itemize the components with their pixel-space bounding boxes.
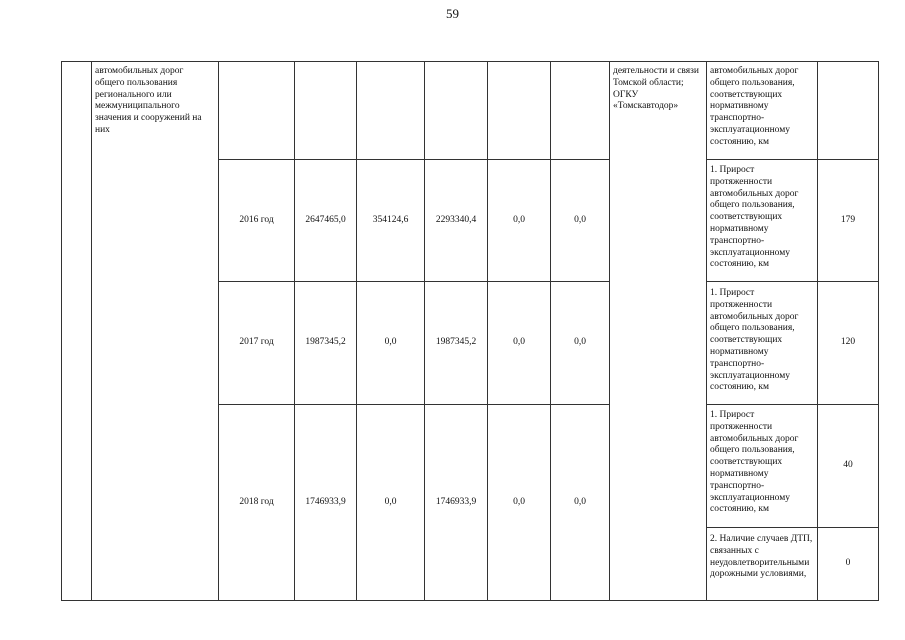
indicator-cell: 1. Прирост протяженности автомобильных дорог общего пользования, соответствующих нормативному транспортно-эксплуатационному состоянию, км: [710, 165, 799, 270]
executor-cell: деятельности и связи Томской области; ОГКУ «Томскавтодор»: [613, 66, 700, 112]
indicator-cell: 1. Прирост протяженности автомобильных дорог общего пользования, соответствующих нормативному транспортно-эксплуатационному состоянию, км: [710, 288, 799, 393]
indicator-value-cell-2: 0: [845, 558, 851, 569]
year-cell: 2017 год: [239, 337, 274, 348]
indicator-value-cell: 179: [840, 214, 856, 225]
federal-cell: 354124,6: [372, 214, 409, 225]
col-line: [609, 61, 610, 601]
col-line: [706, 61, 707, 601]
year-cell: 2018 год: [239, 496, 274, 507]
other-cell: 0,0: [574, 214, 586, 225]
table-border-bottom: [61, 600, 878, 601]
federal-cell: 0,0: [384, 337, 397, 348]
indicator-value-cell: 120: [840, 337, 856, 348]
regional-cell: 2293340,4: [435, 214, 477, 225]
other-cell: 0,0: [574, 337, 586, 348]
other-cell: 0,0: [574, 496, 586, 507]
local-cell: 0,0: [513, 214, 525, 225]
local-cell: 0,0: [513, 337, 525, 348]
col-line: [61, 61, 62, 601]
indicator-value-cell: 40: [843, 460, 853, 471]
table-border-top: [61, 61, 878, 62]
regional-cell: 1987345,2: [435, 337, 477, 348]
federal-cell: 0,0: [384, 496, 397, 507]
page-number: 59: [446, 6, 459, 21]
total-cell: 2647465,0: [305, 214, 346, 225]
col-line: [878, 61, 879, 601]
total-cell: 1746933,9: [305, 496, 346, 507]
indicator-cell-2: 2. Наличие случаев ДТП, связанных с неудовлетворительными дорожными условиями,: [710, 534, 813, 580]
col-line: [91, 61, 92, 601]
year-cell: 2016 год: [239, 214, 274, 225]
indicator-cell: 1. Прирост протяженности автомобильных дорог общего пользования, соответствующих нормативному транспортно-эксплуатационному состоянию, км: [710, 410, 799, 515]
total-cell: 1987345,2: [305, 337, 346, 348]
task-description-cell: автомобильных дорог общего пользования регионального или межмуниципального значения и сооружений на них: [95, 66, 202, 135]
regional-cell: 1746933,9: [435, 496, 477, 507]
local-cell: 0,0: [513, 496, 525, 507]
indicator-cell-top: автомобильных дорог общего пользования, соответствующих нормативному транспортно-эксплуатационному состоянию, км: [710, 66, 799, 147]
